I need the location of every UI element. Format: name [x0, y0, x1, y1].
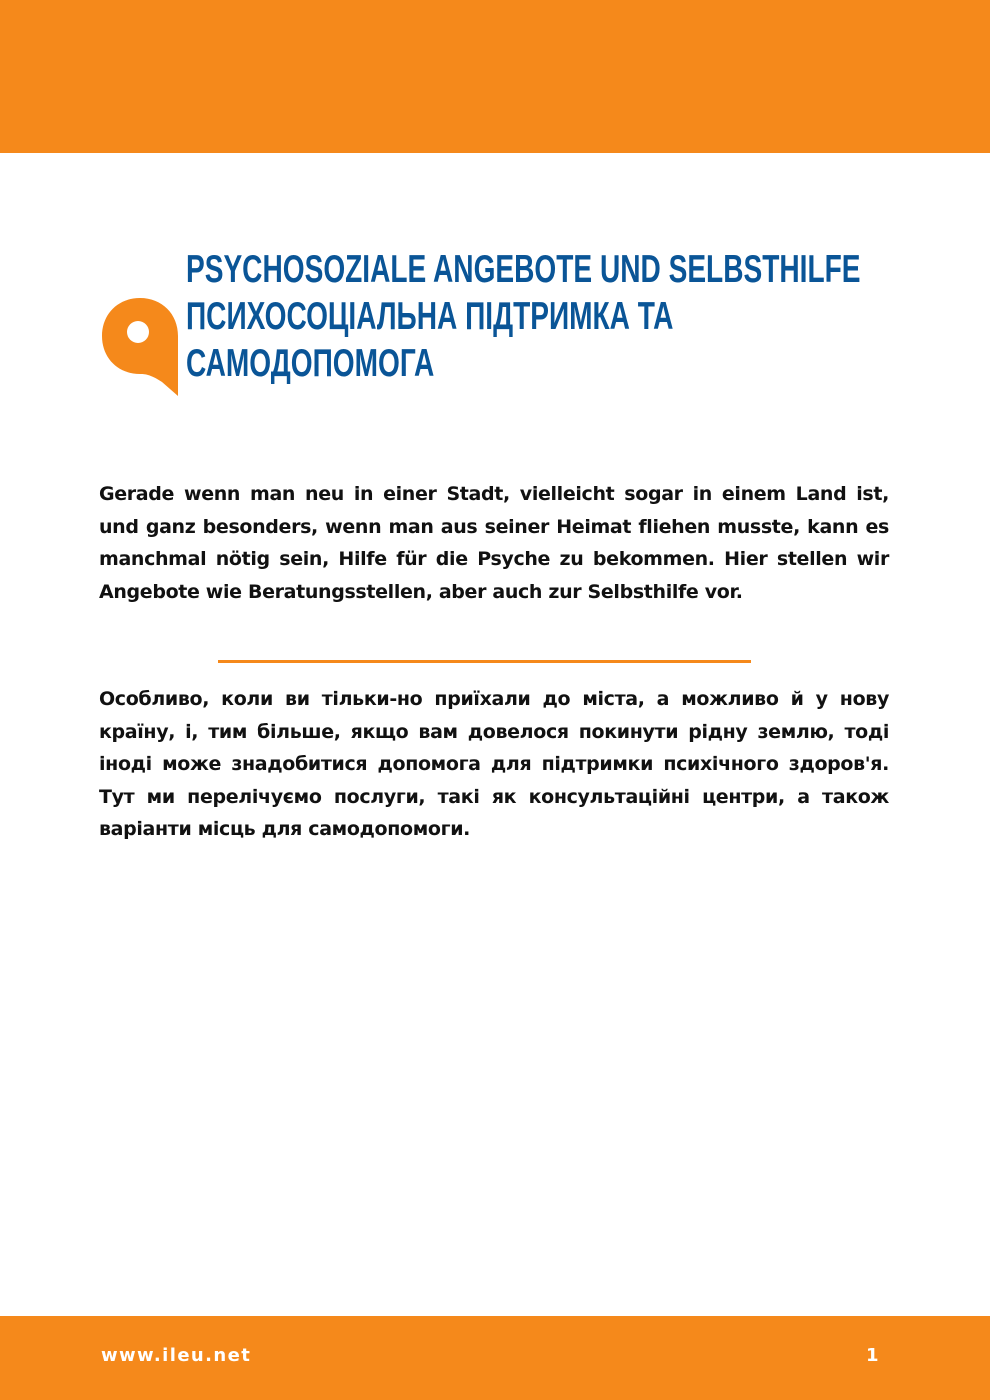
footer-website-link[interactable]: www.ileu.net — [101, 1345, 252, 1366]
intro-paragraph-german: Gerade wenn man neu in einer Stadt, vielleicht sogar in einem Land ist, und ganz besonders, wenn man aus seiner Heimat fliehen musste, kann es manchmal nötig sein, Hilfe für die Psyche zu bekommen. Hier stellen wir Angebote wie Beratungsstellen, aber auch zur Selbsthilfe vor. — [99, 483, 889, 603]
section-divider — [218, 660, 751, 663]
intro-paragraph-ukrainian: Особливо, коли ви тільки-но приїхали до міста, а можливо й у нову країну, і, тим більше, якщо вам довелося покинути рідну землю, тоді іноді може знадобитися допомога для підтримки психічного здоров'я. Тут ми перелічуємо послуги, такі як консультаційні центри, а також варіанти місць для самодопомоги. — [99, 688, 889, 840]
title-line-uk-1: ПСИХОСОЦІАЛЬНА ПІДТРИМКА ТА — [186, 295, 674, 338]
title-line-uk-2: САМОДОПОМОГА — [186, 342, 435, 385]
header-band — [0, 0, 990, 153]
title-line-de: PSYCHOSOZIALE ANGEBOTE UND SELBSTHILFE — [186, 248, 861, 291]
page-number: 1 — [866, 1345, 879, 1366]
page-title — [186, 246, 861, 387]
location-pin-icon — [100, 296, 180, 398]
